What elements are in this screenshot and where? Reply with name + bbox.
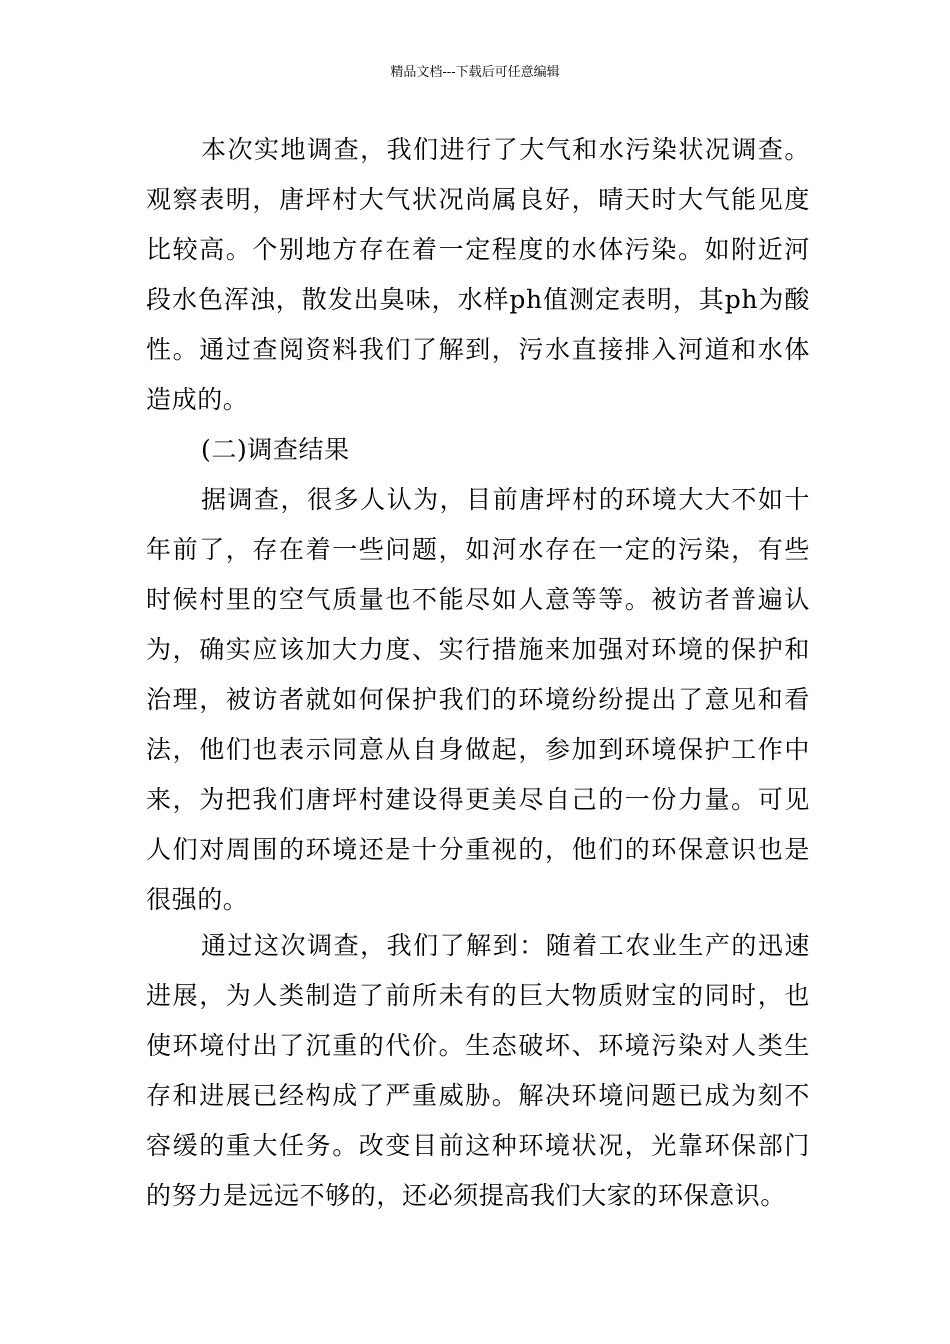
paragraph-survey-results — [146, 475, 810, 925]
paragraph-text: 据调查，很多人认为，目前唐坪村的环境大大不如十年前了，存在着一些问题，如河水存在一定的污染，有些时候村里的空气质量也不能尽如人意等等。被访者普遍认为，确实应该加大力度、实行措施来加强对环境的保护和治理，被访者就如何保护我们的环境纷纷提出了意见和看法，他们也表示同意从自身做起，参加到环境保护工作中来，为把我们唐坪村建设得更美尽自己的一份力量。可见人们对周围的环境还是十分重视的，他们的环保意识也是很强的。 — [146, 485, 810, 914]
section-heading-text: (二)调查结果 — [201, 435, 350, 464]
page-header: 精品文档---下载后可任意编辑 — [390, 65, 560, 80]
paragraph-survey-method — [146, 125, 810, 425]
paragraph-text: 本次实地调查，我们进行了大气和水污染状况调查。观察表明，唐坪村大气状况尚属良好，晴天时大气能见度比较高。个别地方存在着一定程度的水体污染。如附近河段水色浑浊，散发出臭味，水样ph值测定表明，其ph为酸性。通过查阅资料我们了解到，污水直接排入河道和水体造成的。 — [146, 135, 810, 414]
paragraph-text: 通过这次调查，我们了解到：随着工农业生产的迅速进展，为人类制造了前所未有的巨大物质财宝的同时，也使环境付出了沉重的代价。生态破坏、环境污染对人类生存和进展已经构成了严重威胁。解决环境问题已成为刻不容缓的重大任务。改变目前这种环境状况，光靠环保部门的努力是远远不够的，还必须提高我们大家的环保意识。 — [146, 931, 810, 1210]
paragraph-conclusion — [146, 921, 810, 1221]
section-heading-results — [146, 425, 810, 475]
